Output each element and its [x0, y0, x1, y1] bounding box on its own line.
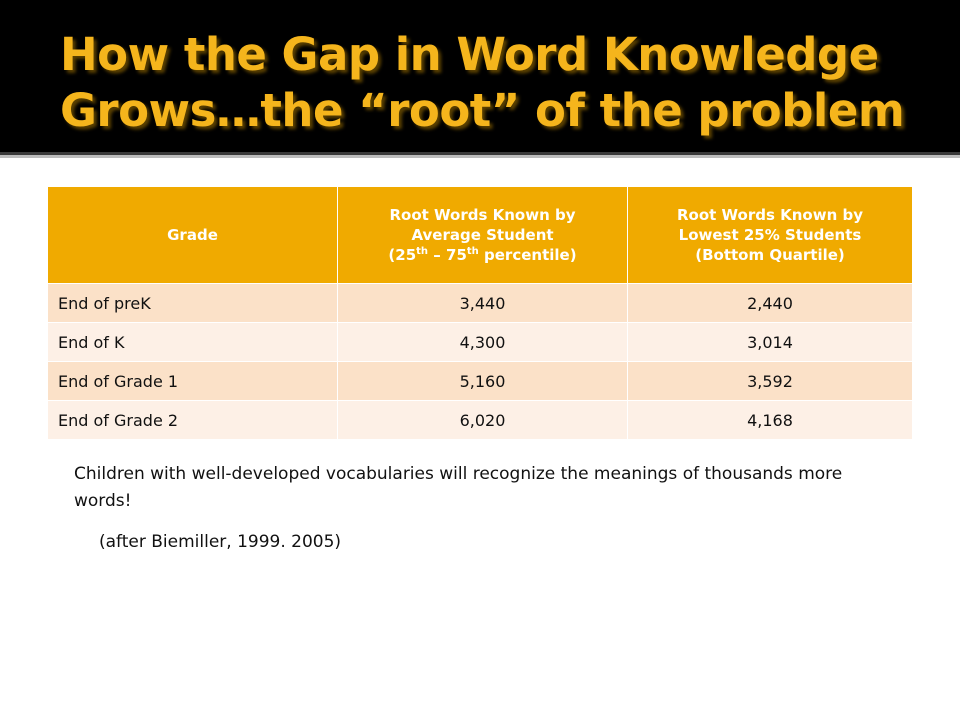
citation: (after Biemiller, 1999. 2005): [99, 532, 342, 552]
cell-lowest: 3,592: [628, 362, 913, 401]
header-average-line-2: Average Student: [411, 226, 554, 244]
header-grade: Grade: [48, 187, 338, 284]
header-average-line-3: [388, 246, 576, 264]
header-average-line-3-mid: – 75: [428, 246, 467, 264]
cell-lowest: 2,440: [628, 284, 913, 323]
header-average-sup-2: th: [466, 246, 479, 257]
cell-grade: End of Grade 1: [48, 362, 338, 401]
vocabulary-note: Children with well-developed vocabularies will recognize the meanings of thousands more words!: [74, 464, 843, 511]
cell-grade: End of Grade 2: [48, 401, 338, 440]
table-row: [48, 323, 912, 362]
table-row: [48, 362, 912, 401]
cell-average: 6,020: [338, 401, 628, 440]
header-average-sup-1: th: [416, 246, 429, 257]
root-words-table: [48, 187, 912, 439]
header-lowest-students: [628, 187, 913, 284]
cell-average: 4,300: [338, 323, 628, 362]
header-average-line-3-suffix: percentile): [478, 246, 577, 264]
title-divider-light: [0, 155, 960, 158]
header-average-student: [338, 187, 628, 284]
cell-average: 5,160: [338, 362, 628, 401]
table-header-row: [48, 187, 912, 284]
header-lowest-line-2: Lowest 25% Students: [678, 226, 862, 244]
cell-grade: End of preK: [48, 284, 338, 323]
header-lowest-line-1: Root Words Known by: [676, 206, 864, 224]
cell-average: 3,440: [338, 284, 628, 323]
cell-lowest: 4,168: [628, 401, 913, 440]
header-average-line-1: Root Words Known by: [389, 206, 576, 224]
header-lowest-line-3: (Bottom Quartile): [695, 246, 845, 264]
table-row: [48, 284, 912, 323]
cell-grade: End of K: [48, 323, 338, 362]
slide-title-line-1: How the Gap in Word Knowledge: [60, 28, 879, 81]
table-row: [48, 401, 912, 440]
header-average-line-3-prefix: (25: [388, 246, 417, 264]
title-banner: [0, 0, 960, 152]
slide-title-line-2: Grows…the “root” of the problem: [60, 84, 905, 137]
cell-lowest: 3,014: [628, 323, 913, 362]
